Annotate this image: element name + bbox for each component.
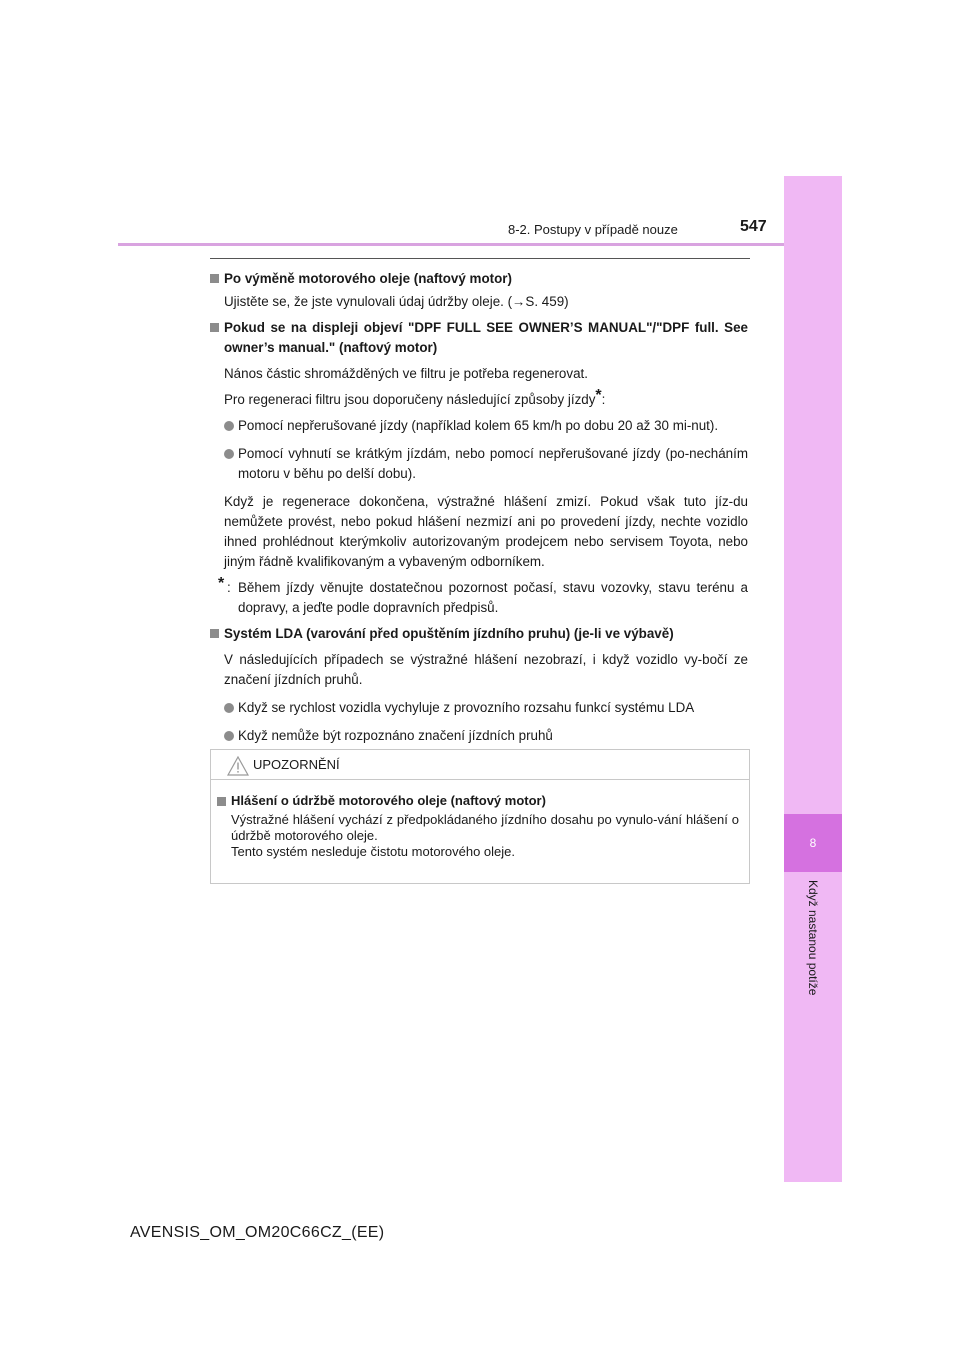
section-text: V následujících případech se výstražné hlášení nezobrazí, i když vozidlo vy-bočí ze značení jízdních pruhů. xyxy=(224,652,748,687)
list-item: Když se rychlost vozidla vychyluje z provozního rozsahu funkcí systému LDA xyxy=(210,698,748,718)
document-code-footer: AVENSIS_OM_OM20C66CZ_(EE) xyxy=(130,1224,385,1241)
caution-text: Tento systém nesleduje čistotu motorového oleje. xyxy=(231,844,515,859)
warning-triangle-icon xyxy=(227,756,249,781)
caution-text: Výstražné hlášení vychází z předpokládaného jízdního dosahu po vynulo-vání hlášení o údržbě motorového oleje. xyxy=(231,812,739,843)
round-bullet-icon xyxy=(224,449,234,459)
round-bullet-icon xyxy=(224,703,234,713)
section-text: Pro regeneraci filtru jsou doporučeny následující způsoby jízdy*: xyxy=(224,387,606,407)
header-section-title: 8-2. Postupy v případě nouze xyxy=(508,222,678,237)
chapter-label: Když nastanou potíže xyxy=(806,880,820,996)
caution-body xyxy=(211,780,749,860)
caution-heading: Hlášení o údržbě motorového oleje (naftový motor) xyxy=(217,793,739,809)
caution-header xyxy=(211,750,749,780)
caution-title: UPOZORNĚNÍ xyxy=(253,757,340,772)
header-divider xyxy=(118,243,784,246)
list-item: Pomocí vyhnutí se krátkým jízdám, nebo pomocí nepřerušované jízdy (po-necháním motoru v běhu po delší dobu). xyxy=(210,444,748,484)
square-bullet-icon xyxy=(210,274,219,283)
round-bullet-icon xyxy=(224,731,234,741)
round-bullet-icon xyxy=(224,421,234,431)
section-heading-dpf: Pokud se na displeji objeví "DPF FULL SEE OWNER’S MANUAL"/"DPF full. See owner’s manual." (naftový motor) xyxy=(210,318,748,358)
section-heading-lda: Systém LDA (varování před opuštěním jízdního pruhu) (je-li ve výbavě) xyxy=(210,624,748,644)
list-item: Když nemůže být rozpoznáno značení jízdních pruhů xyxy=(210,726,748,746)
square-bullet-icon xyxy=(210,629,219,638)
section-text: Když je regenerace dokončena, výstražné hlášení zmizí. Pokud však tuto jíz-du nemůžete provést, nebo pokud hlášení nezmizí ani po provedení jízdy, nechte vozidlo ihned prohlédnout kterýmkoliv autorizovaným prodejcem nebo servisem Toyota, nebo jiným řádně kvalifikovaným a vybaveným odborníkem. xyxy=(224,494,748,569)
main-content xyxy=(210,266,748,746)
footnote: * : Během jízdy věnujte dostatečnou pozornost počasí, stavu vozovky, stavu terénu a dopravy, a jeďte podle dopravních předpisů. xyxy=(218,575,748,615)
chapter-number: 8 xyxy=(784,814,842,872)
section-heading-oil-change: Po výměně motorového oleje (naftový motor) xyxy=(210,269,748,289)
page-number: 547 xyxy=(740,218,767,235)
square-bullet-icon xyxy=(210,323,219,332)
asterisk-mark: * xyxy=(595,387,602,404)
list-item: Pomocí nepřerušované jízdy (například kolem 65 km/h po dobu 20 až 30 mi-nut). xyxy=(210,416,748,436)
square-bullet-icon xyxy=(217,797,226,806)
content-top-rule xyxy=(210,258,750,259)
section-text: Ujistěte se, že jste vynulovali údaj údržby oleje. (→S. 459) xyxy=(224,294,569,309)
caution-box xyxy=(210,749,750,884)
section-text: Nános částic shromážděných ve filtru je potřeba regenerovat. xyxy=(224,366,588,381)
chapter-side-tab xyxy=(784,176,842,1182)
asterisk-mark: * xyxy=(218,575,225,592)
